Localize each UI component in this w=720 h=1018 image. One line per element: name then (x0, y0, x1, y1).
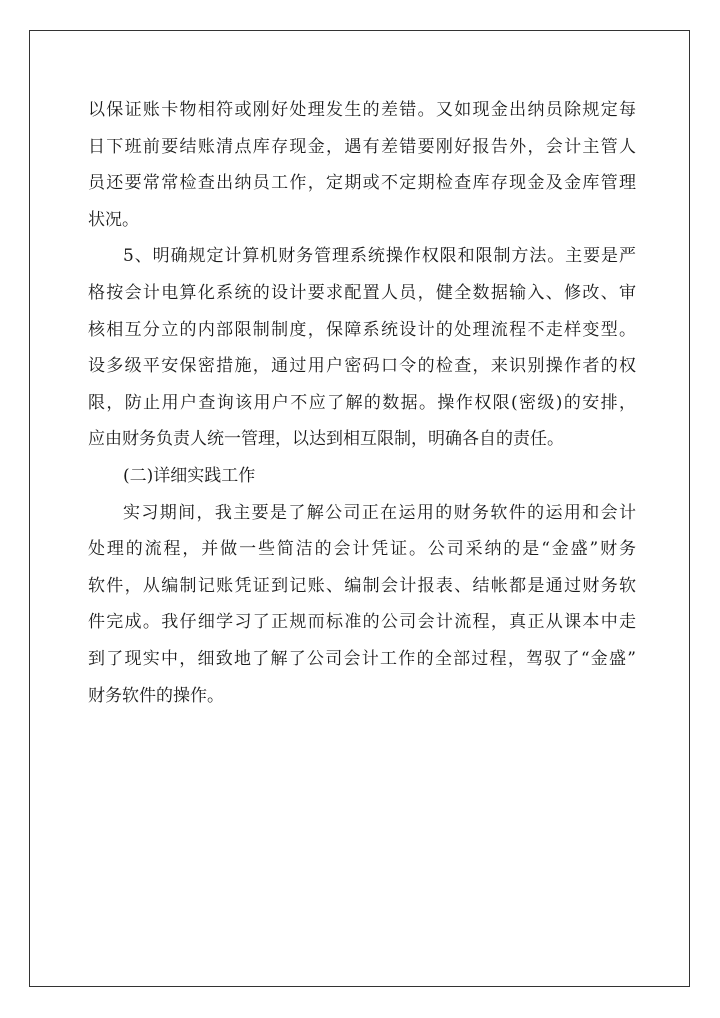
text-line: 以保证账卡物相符或刚好处理发生的差错。又如现金出纳员除规定每 (88, 100, 636, 120)
text-line: 设多级平安保密措施，通过用户密码口令的检查，来识别操作者的权 (88, 356, 636, 377)
text-line: 实习期间，我主要是了解公司正在运用的财务软件的运用和会计 (123, 502, 636, 523)
text-line: 员还要常常检查出纳员工作，定期或不定期检查库存现金及金库管理 (88, 173, 636, 194)
text-line: 财务软件的操作。 (88, 685, 224, 706)
text-line: 应由财务负责人统一管理，以达到相互限制，明确各自的责任。 (88, 429, 564, 450)
text-line: 软件，从编制记账凭证到记账、编制会计报表、结帐都是通过财务软 (88, 575, 636, 596)
document-body (88, 92, 636, 714)
text-line: 件完成。我仔细学习了正规而标准的公司会计流程，真正从课本中走 (88, 612, 636, 633)
text-line: 5、明确规定计算机财务管理系统操作权限和限制方法。主要是严 (123, 246, 636, 267)
section-heading: (二)详细实践工作 (123, 465, 256, 486)
text-line: 到了现实中，细致地了解了公司会计工作的全部过程，驾驭了“金盛” (88, 648, 636, 669)
text-line: 格按会计电算化系统的设计要求配置人员，健全数据输入、修改、审 (88, 282, 636, 303)
text-line: 核相互分立的内部限制制度，保障系统设计的处理流程不走样变型。 (88, 319, 636, 340)
text-line: 处理的流程，并做一些简洁的会计凭证。公司采纳的是“金盛”财务 (88, 539, 636, 560)
text-line: 状况。 (88, 209, 139, 230)
text-line: 日下班前要结账清点库存现金，遇有差错要刚好报告外，会计主管人 (88, 136, 636, 157)
text-line: 限，防止用户查询该用户不应了解的数据。操作权限(密级)的安排， (88, 392, 636, 413)
